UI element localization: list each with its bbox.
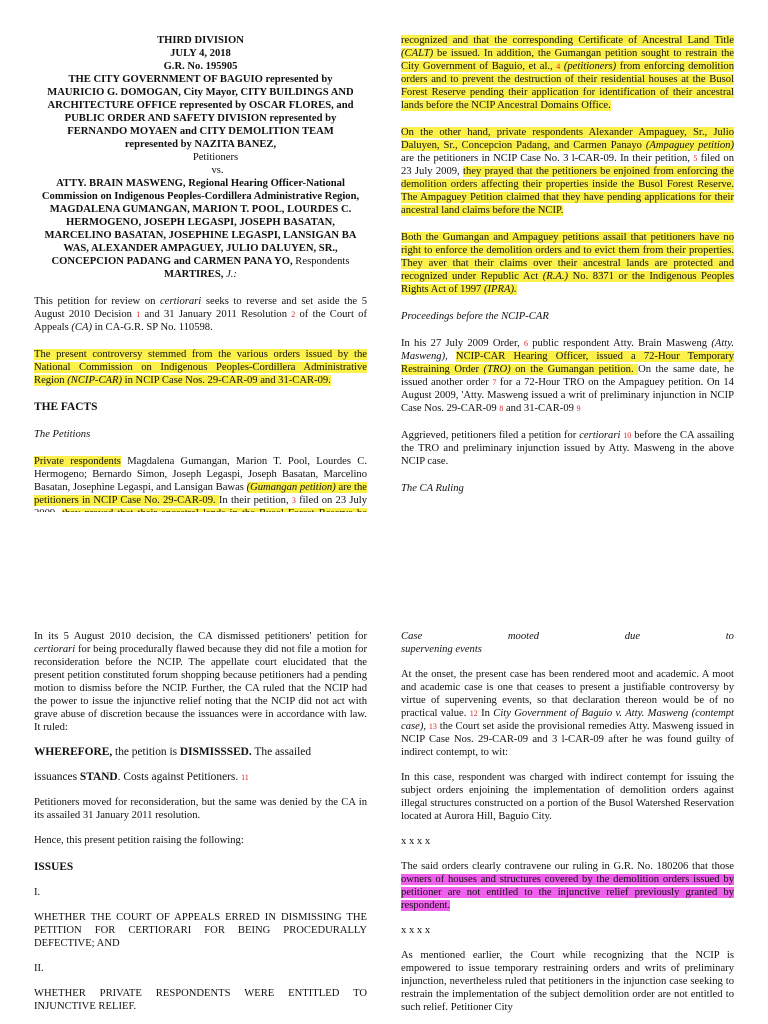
order-text: In his 27 July 2009 Order, [401,338,520,349]
gr-number: G.R. No. 195905 [163,61,238,72]
moot-heading-word: Case [401,631,423,642]
order-text: NCIP-CAR Hearing Officer, issued a 72-Hour Temporary Restraining Order [401,351,735,375]
agg-text: Aggrieved, petitioners filed a petition for [401,430,577,441]
aggrieved-paragraph [401,429,734,468]
contempt-paragraph: In this case, respondent was charged with indirect contempt for issuing the subject orders enjoining the implementation of demolition orders against illegal structures constructed on a portion of the Busol Watershed Reservation located at Aurora Hill, Baguio City. [401,772,734,822]
dismissed-keyword: DISMISSSED. [179,746,252,758]
amp-text: are the petitioners in NCIP Case No. 3 l-CAR-09. [401,153,617,164]
footnote-ref[interactable]: 13 [428,722,437,731]
both-text: Both the Gumangan and Ampaguey petitions assail that petitioners have no right to enforce the demolition orders and to evict them from their properties. They aver that their claims over their ancestral lands are protected and recognized under Republic Act [401,232,734,282]
respondents-label: Respondents [295,256,350,267]
ca-ruling-heading: The CA Ruling [401,483,464,494]
footnote-ref[interactable]: 11 [241,773,249,782]
footnote-ref[interactable]: 2 [291,310,296,319]
wherefore-keyword: WHEREFORE, [34,746,113,758]
footnote-ref[interactable]: 5 [693,154,698,163]
issue-2-number: II. [34,963,44,974]
highlighted-text: they prayed that the petitioners be enjoined from enforcing the demolition orders affecting their properties inside the Busol Forest Reserve. The Ampaguey Petition claimed that they have pending applications for their ancestral land claims before the NCIP. [401,166,735,216]
highlighted-text [401,232,734,295]
moot-heading-word: due [624,631,641,642]
order-abbr: (Atty. Masweng), [401,338,735,362]
both-petitions-paragraph [401,231,734,296]
footnote-ref[interactable]: 6 [524,339,528,348]
footnote-ref[interactable]: 9 [576,404,581,413]
highlighted-text [34,349,367,386]
footnote-ref[interactable]: 3 [291,496,296,505]
issue-1-number: I. [34,887,41,898]
moot-heading [401,630,734,643]
amp-text: filed on 23 July 2009, [401,153,735,177]
page2-right-column [401,630,734,1014]
issue-2-text: WHETHER PRIVATE RESPONDENTS WERE ENTITLED TO INJUNCTIVE RELIEF. [34,988,367,1012]
moot-heading-word: mooted [507,631,540,642]
issues-heading: ISSUES [34,861,74,873]
orders-text: The said orders clearly contravene our ruling in G.R. No. 180206 that those [401,861,734,872]
footnote-ref[interactable]: 12 [469,709,478,718]
hence-paragraph: Hence, this present petition raising the following: [34,835,244,846]
issuances-text: issuances [34,771,78,783]
intro-text: in CA-G.R. SP No. 110598. [94,322,213,333]
dec-text: In its 5 August 2010 decision, the CA dismissed petitioners' petition for [34,631,367,642]
both-abbr: (R.A.) [542,271,569,282]
document-page-2 [0,600,768,1024]
petitioners-label: Petitioners [192,152,239,163]
page1-left-column [34,34,367,533]
stand-keyword: STAND [79,771,118,783]
ellipsis-2: x x x x [401,925,431,936]
facts-heading: THE FACTS [34,401,98,413]
amp-text: On the other hand, private respondents Alexander Ampaguey, Sr., Julio Daluyen, Sr., Concepcion Padang, and Carmen Panayo [401,127,734,151]
petitioners-caption: THE CITY GOVERNMENT OF BAGUIO represented by MAURICIO G. DOMOGAN, City Mayor, CITY BUILDINGS AND ARCHITECTURE OFFICE represented by OSCAR FLORES, and PUBLIC ORDER AND SAFETY DIVISION represented by FERNANDO MOYAEN and CITY DEMOLITION TEAM represented by NAZITA BANEZ, [47,74,354,150]
highlighted-text [401,35,734,111]
ponente-name: MARTIRES, [164,269,224,280]
calt-text: In addition, the Gumangan petition sought to restrain the City Government of Baguio, et al., [401,48,735,72]
moot-heading-word: to [725,631,734,642]
division-label: THIRD DIVISION [157,35,244,46]
orders-paragraph [401,860,734,912]
ampaguey-paragraph [401,126,734,217]
moot-text: At the onset, the present case has been rendered moot and academic. A moot and academic case is one that ceases to present a justifiable controversy by virtue of supervening events, so that declaration thereon would be of no practical value. [401,669,734,719]
order-text: for a 72-Hour TRO on the Ampaguey petition. On 14 August 2009, 'Atty. Masweng issued a writ of preliminary injunction in NCIP Case Nos. 29-CAR-09 [401,377,734,414]
issue-1-text: WHETHER THE COURT OF APPEALS ERRED IN DISMISSING THE PETITION FOR CERTIORARI FOR BEING PROCEDURALLY DEFECTIVE; AND [34,912,367,949]
order-text: and 31-CAR-09 [505,403,574,414]
pr-text: Magdalena Gumangan, Marion T. Pool, Lourdes C. Hermogeno; Bernardo Simon, Joseph Legaspi, Joseph Basatan, Marcelino Basatan, Josephine Legaspi, and Lansigan Bawas [34,456,367,493]
issuances-text: . Costs against Petitioners. [117,771,239,783]
pr-text: are the petitioners in NCIP Case No. 29-CAR-09. [34,482,368,506]
intro-text: seeks to reverse and set aside the 5 August 2010 Decision [34,296,367,320]
intro-ca: (CA) [71,322,92,333]
decision-date: JULY 4, 2018 [170,48,231,59]
respondents-names: ATTY. BRAIN MASWENG, Regional Hearing Officer-National Commission on Indigenous Peoples-Cordillera Administrative Region, MAGDALENA GUMANGAN, MARION T. POOL, LOURDES C. HERMOGENO, JOSEPH LEGASPI, JOSEPH BASATAN, MARCELINO BASATAN, JOSEPHINE LEGASPI, LANSIGAN BA WAS, ALEXANDER AMPAGUEY, JULIO DALUYEN, SR., CONCEPCION PADANG and CARMEN PANA YO, [41,178,360,267]
moot-case-name: City Government of Baguio v. Atty. Masweng (contempt case), [401,708,734,732]
wherefore-text: the petition is [115,746,178,758]
controversy-text: The present controversy stemmed from the various orders issued by the National Commission on Indigenous Peoples-Cordillera Administrative Region [34,349,367,386]
order-text: on the Gumangan petition. [515,364,634,375]
calt-paragraph [401,34,734,112]
versus-label: vs. [211,165,224,176]
page2-left-column [34,630,367,1013]
pr-text: filed on 23 July [299,495,368,506]
wherefore-line [34,746,367,759]
controversy-abbr: (NCIP-CAR) [67,375,122,386]
footnote-ref[interactable]: 7 [492,378,497,387]
dec-text: for being procedurally flawed because they did not file a motion for reconsideration before the NCIP. The appellate court elucidated that the present petition constituted forum shopping because petitioners had a pending motion to dismiss before the NCIP. Further, the CA ruled that the NCIP had the power to issue the injunctive relief noting that the NCIP did not act with grave abuse of discretion because the issuances were in accordance with law. It ruled: [34,644,367,733]
order-text: public respondent Atty. Brain Masweng [532,338,708,349]
mentioned-paragraph: As mentioned earlier, the Court while recognizing that the NCIP is empowered to issue temporary restraining orders and writs of preliminary injunction, nevertheless ruled that petitioners in the injunction case seeking to restrain the implementation of the subject demolition order are not entitled to such relief. Petitioner City [401,950,734,1013]
pr-abbr: (Gumangan petition) [246,482,336,493]
highlighted-text [401,127,734,151]
calt-abbr: (petitioners) [563,61,617,72]
proceedings-heading: Proceedings before the NCIP-CAR [401,311,549,322]
amp-abbr: (Ampaguey petition) [645,140,734,151]
pr-text: In their petition, [218,495,289,506]
calt-text: from enforcing demolition orders and to prevent the destruction of their residential houses at the Busol Forest Reserve pending their application for identification of their ancestral lands before the NCIP Ancestral Domains Office. [401,61,735,111]
intro-text: and 31 January 2011 Resolution [144,309,287,320]
moot-text: In [481,708,490,719]
mr-paragraph: Petitioners moved for reconsideration, but the same was denied by the CA in its assailed 31 January 2011 resolution. [34,797,367,821]
calt-text: recognized and that the corresponding Certificate of Ancestral Land Title [401,35,734,46]
intro-paragraph [34,295,367,334]
agg-certiorari: certiorari [579,430,621,441]
magenta-highlighted-text: owners of houses and structures covered by the demolition orders issued by petitioner are not entitled to the injunctive relief previously granted by respondent. [401,874,734,911]
footnote-ref[interactable]: 10 [623,431,632,440]
both-text: No. 8371 or the Indigenous Peoples Rights Act of 1997 [401,271,734,295]
respondents-caption [34,177,367,281]
moot-text: the Court set aside the provisional remedies Atty. Masweng issued in NCIP Case Nos. 29-CAR-09 and 3 l-CAR-09 after he was found guilty of indirect contempt, to wit: [401,721,734,758]
intro-text: of the Court of Appeals [34,309,367,333]
page-gap [0,512,768,600]
order-paragraph [401,337,734,415]
petitions-subheading: The Petitions [34,429,91,440]
both-abbr: (IPRA). [484,284,517,295]
issuances-line [34,771,367,784]
moot-paragraph [401,668,734,759]
footnote-ref[interactable]: 1 [136,310,141,319]
calt-text: be issued. [437,48,481,59]
agg-text: before the CA assailing the TRO and preliminary injunction issued by Atty. Masweng in the above NCIP case. [401,430,735,467]
wherefore-text: The assailed [254,746,312,758]
controversy-paragraph [34,348,367,387]
moot-heading-line2: supervening events [401,644,482,655]
footnote-ref[interactable]: 4 [556,62,561,71]
order-abbr: (TRO) [483,364,511,375]
order-text: On the same date, he issued another order [401,364,735,388]
intro-text: This petition for review on [34,296,156,307]
intro-certiorari: certiorari [160,296,202,307]
controversy-text: in NCIP Case Nos. 29-CAR-09 and 31-CAR-09. [124,375,331,386]
footnote-ref[interactable]: 8 [499,404,504,413]
highlighted-text: Private respondents [34,456,121,467]
ellipsis-1: x x x x [401,836,431,847]
calt-abbr: (CALT) [401,48,434,59]
page1-right-column [401,34,734,495]
dec-certiorari: certiorari [34,644,76,655]
ca-decision-paragraph [34,630,367,734]
amp-text: In their petition, [620,153,690,164]
ponente-suffix: J.: [226,269,237,280]
